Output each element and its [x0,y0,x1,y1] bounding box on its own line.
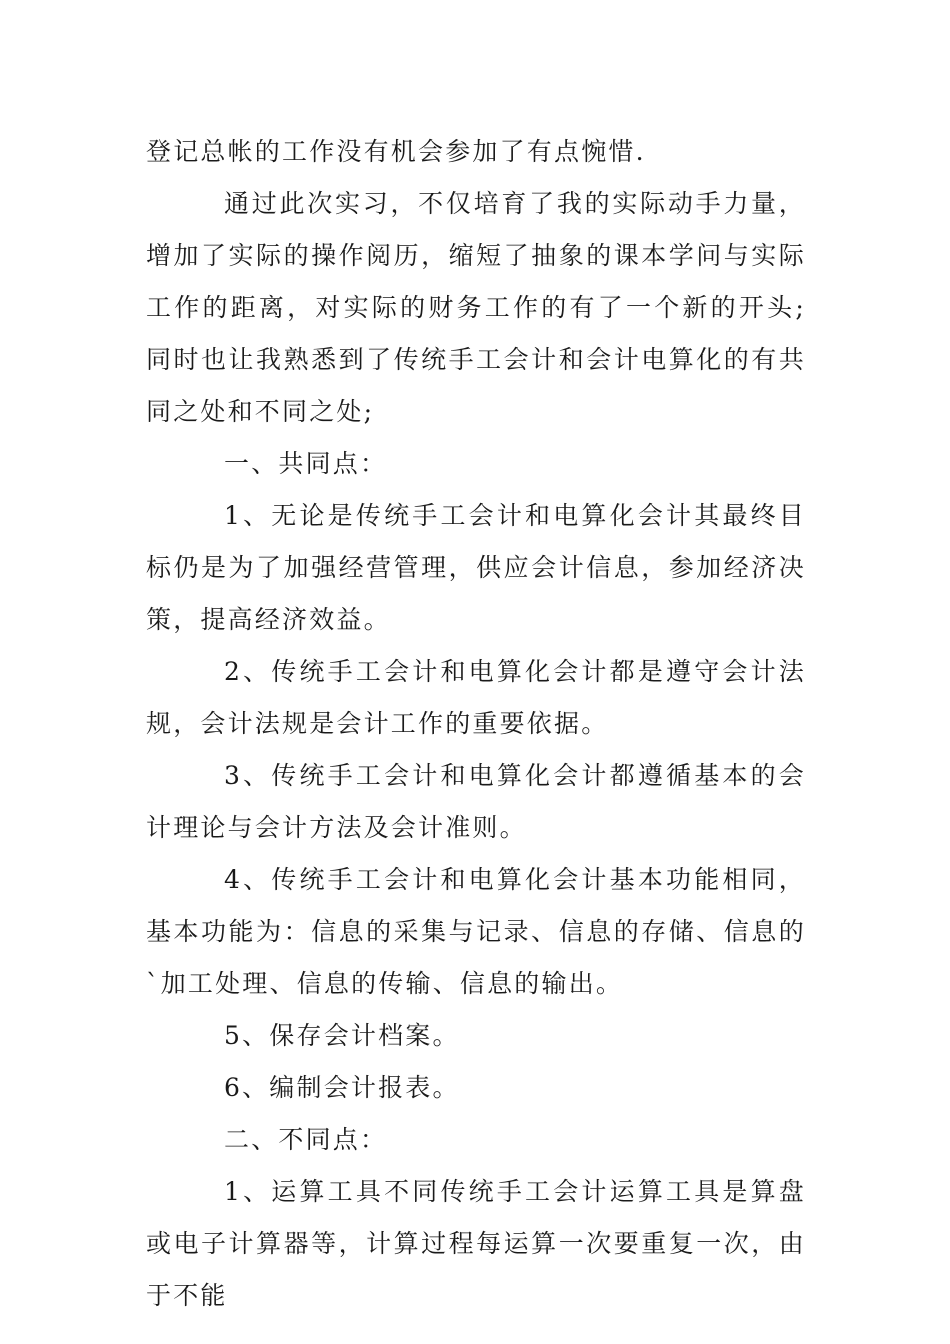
list-item-similarity-1: 1、无论是传统手工会计和电算化会计其最终目标仍是为了加强经营管理，供应会计信息，参加经济决策，提高经济效益。 [146,501,806,634]
list-item-similarity-6: 6、编制会计报表。 [224,1073,460,1102]
paragraph-internship-summary: 通过此次实习，不仅培育了我的实际动手力量，增加了实际的操作阅历，缩短了抽象的课本学问与实际工作的距离，对实际的财务工作的有了一个新的开头;同时也让我熟悉到了传统手工会计和会计电算化的有共同之处和不同之处; [146,189,806,426]
paragraph-continued: 登记总帐的工作没有机会参加了有点惋惜. [146,137,646,166]
list-item-similarity-5: 5、保存会计档案。 [224,1021,460,1050]
list-item-similarity-3: 3、传统手工会计和电算化会计都遵循基本的会计理论与会计方法及会计准则。 [146,761,806,842]
list-item-similarity-2: 2、传统手工会计和电算化会计都是遵守会计法规，会计法规是会计工作的重要依据。 [146,657,806,738]
section-heading-differences: 二、不同点： [224,1125,388,1154]
section-heading-similarities: 一、共同点： [224,449,388,478]
document-body [146,126,806,1322]
list-item-difference-1: 1、运算工具不同传统手工会计运算工具是算盘或电子计算器等，计算过程每运算一次要重复一次，由于不能 [146,1177,806,1310]
list-item-similarity-4: 4、传统手工会计和电算化会计基本功能相同，基本功能为：信息的采集与记录、信息的存储、信息的`加工处理、信息的传输、信息的输出。 [146,865,806,998]
